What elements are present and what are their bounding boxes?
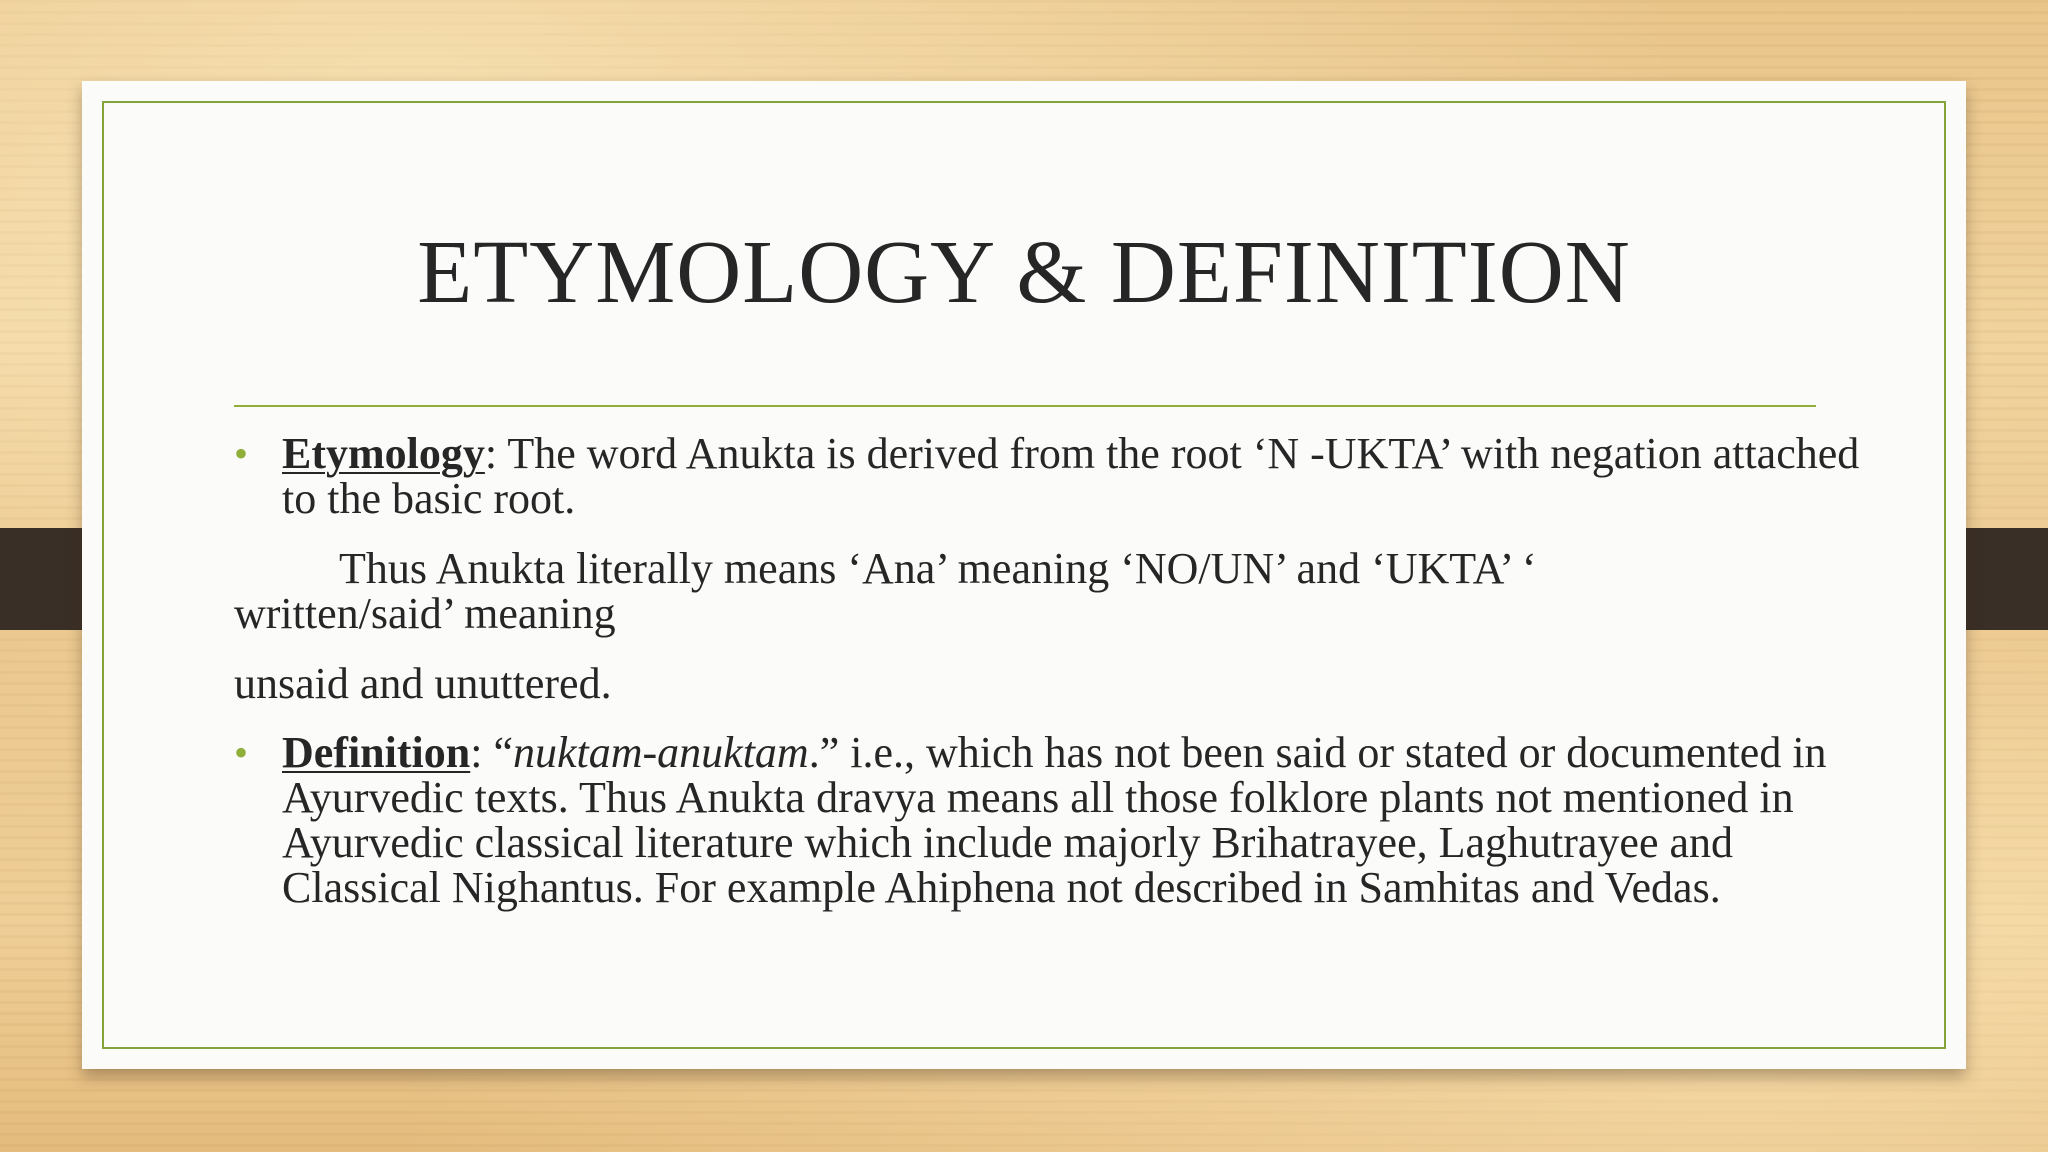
slide-body [234,431,1894,910]
slide-title: ETYMOLOGY & DEFINITION [417,223,1631,322]
title-divider [234,405,1816,407]
bullet-icon: • [234,431,249,476]
definition-pre: : “ [470,728,513,777]
definition-sanskrit: nuktam-anuktam [513,728,809,777]
etymology-meaning [234,546,1894,636]
bullet-definition [234,730,1894,910]
etymology-meaning-end: unsaid and unuttered. [234,659,612,708]
bullet-icon: • [234,730,249,775]
definition-term: Definition [282,728,471,777]
etymology-meaning-line2: written/said’ meaning [234,589,616,638]
etymology-meaning-line1: Thus Anukta literally means ‘Ana’ meaning ‘NO/UN’ and ‘UKTA’ ‘ [339,544,1537,593]
definition-text: .” i.e., which has not been said or stated or documented in Ayurvedic texts. Thus Anukta dravya means all those folklore plants not mentioned in Ayurvedic classical literature which include majorly Brihatrayee, Laghutrayee and Classical Nighantus. For example Ahiphena not described in Samhitas and Vedas. [282,728,1827,912]
etymology-text: : The word Anukta is derived from the root ‘N -UKTA’ with negation attached to the basic root. [282,429,1860,523]
slide [82,81,1966,1069]
bullet-etymology [234,431,1894,521]
etymology-term: Etymology [282,429,485,478]
